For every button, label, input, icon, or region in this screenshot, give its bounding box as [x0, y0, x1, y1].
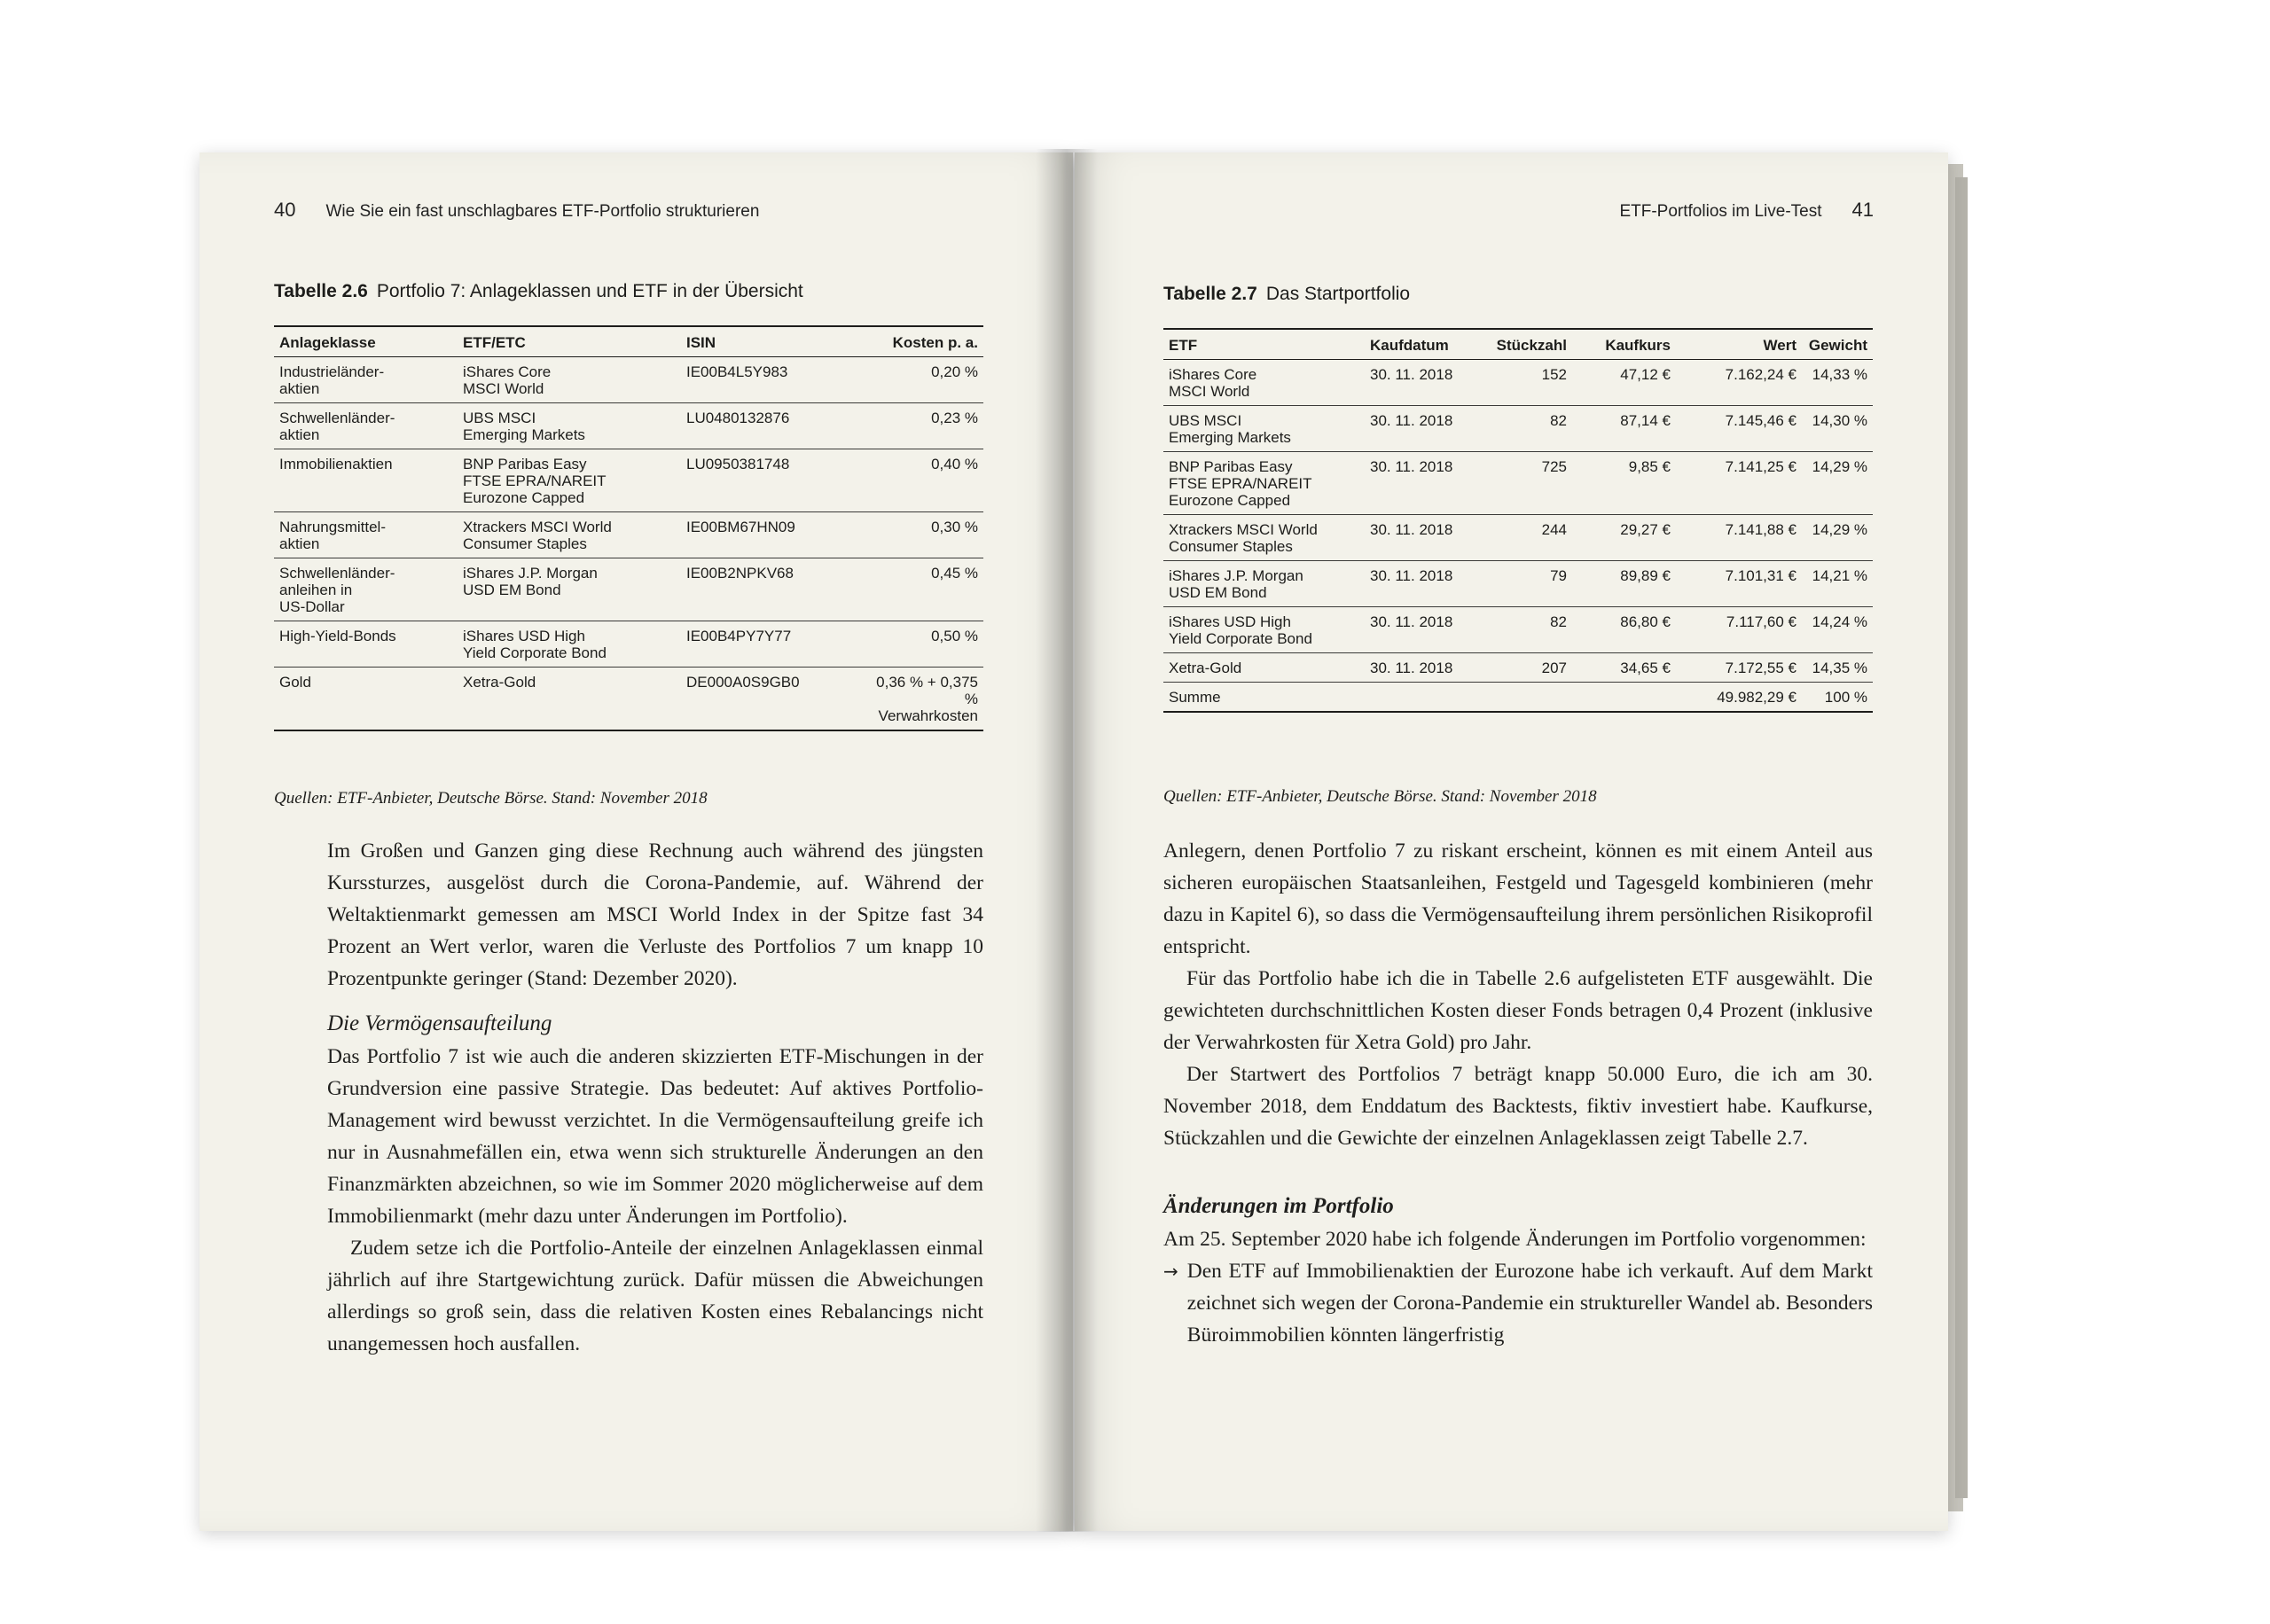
cell-summe-wert: 49.982,29 €	[1676, 683, 1802, 713]
left-paragraph-1: Im Großen und Ganzen ging diese Rechnung auch während des jüngsten Kurssturzes, ausgelöst durch die Corona-Pandemie, auf. Während der Weltaktienmarkt gemessen am MSCI World Index in der Spitze fast 34 Prozent an Wert verlor, waren die Verluste des Portfolios 7 um knapp 10 Prozentpunkte geringer (Stand: Dezember 2020).	[327, 839, 983, 990]
cell-isin: LU0480132876	[681, 403, 860, 449]
right-table-source: Quellen: ETF-Anbieter, Deutsche Börse. Stand: November 2018	[1163, 787, 1597, 806]
right-paragraph-3: Der Startwert des Portfolios 7 beträgt knapp 50.000 Euro, die ich am 30. November 2018, dem Enddatum des Backtests, fiktiv investiert habe. Kaufkurse, Stückzahlen und die Gewichte der einzelnen Anlageklassen zeigt Tabelle 2.7.	[1163, 1063, 1873, 1150]
table-2-6-label: Tabelle 2.6	[274, 281, 368, 301]
cell-wert: 7.141,25 €	[1676, 452, 1802, 515]
cell-empty	[1365, 683, 1477, 713]
cell-etf: iShares J.P. Morgan USD EM Bond	[1163, 561, 1365, 607]
right-page-number: 41	[1851, 199, 1874, 221]
heading-aenderungen: Änderungen im Portfolio	[1163, 1194, 1394, 1218]
cell-wert: 7.141,88 €	[1676, 515, 1802, 561]
cell-gewicht: 14,29 %	[1802, 515, 1873, 561]
cell-anlageklasse: Immobilienaktien	[274, 449, 458, 512]
table-row	[1163, 452, 1873, 515]
cell-etf: BNP Paribas Easy FTSE EPRA/NAREIT Eurozone Capped	[458, 449, 681, 512]
cell-isin: LU0950381748	[681, 449, 860, 512]
cell-anlageklasse: Gold	[274, 668, 458, 731]
cell-etf: iShares USD High Yield Corporate Bond	[1163, 607, 1365, 653]
right-paragraph-1: Anlegern, denen Portfolio 7 zu riskant erscheint, können es mit einem Anteil aus sicheren europäischen Staatsanleihen, Festgeld und Tagesgeld kombinieren (mehr dazu in Kapitel 6), so dass die Vermögensaufteilung ihrem persönlichen Risikoprofil entspricht.	[1163, 839, 1873, 958]
left-page-number: 40	[274, 199, 296, 221]
cell-gewicht: 14,24 %	[1802, 607, 1873, 653]
cell-isin: IE00B4PY7Y77	[681, 621, 860, 668]
cell-kaufdatum: 30. 11. 2018	[1365, 561, 1477, 607]
cell-anlageklasse: Schwellenländer- aktien	[274, 403, 458, 449]
cell-stueckzahl: 725	[1477, 452, 1572, 515]
cell-gewicht: 14,29 %	[1802, 452, 1873, 515]
cell-kosten: 0,30 %	[860, 512, 983, 558]
right-page	[1075, 152, 1948, 1531]
cell-etf: UBS MSCI Emerging Markets	[458, 403, 681, 449]
cell-wert: 7.101,31 €	[1676, 561, 1802, 607]
table-2-7-caption: Das Startportfolio	[1265, 284, 1411, 304]
cell-etf: Xtrackers MSCI World Consumer Staples	[458, 512, 681, 558]
book-spine-shadow	[1036, 149, 1098, 1532]
cell-anlageklasse: Schwellenländer- anleihen in US-Dollar	[274, 558, 458, 621]
cell-kaufkurs: 29,27 €	[1572, 515, 1676, 561]
cell-isin: IE00B2NPKV68	[681, 558, 860, 621]
cell-kaufdatum: 30. 11. 2018	[1365, 515, 1477, 561]
table-row	[1163, 360, 1873, 406]
table-row	[274, 621, 983, 668]
cell-gewicht: 14,21 %	[1802, 561, 1873, 607]
cell-stueckzahl: 79	[1477, 561, 1572, 607]
cell-kaufdatum: 30. 11. 2018	[1365, 607, 1477, 653]
table-2-7-label: Tabelle 2.7	[1163, 284, 1257, 304]
cell-isin: DE000A0S9GB0	[681, 668, 860, 731]
cell-wert: 7.162,24 €	[1676, 360, 1802, 406]
cell-wert: 7.117,60 €	[1676, 607, 1802, 653]
cell-kaufdatum: 30. 11. 2018	[1365, 360, 1477, 406]
cell-kosten: 0,45 %	[860, 558, 983, 621]
cell-etf: iShares USD High Yield Corporate Bond	[458, 621, 681, 668]
cell-stueckzahl: 82	[1477, 607, 1572, 653]
table-row	[274, 357, 983, 403]
table-row	[274, 512, 983, 558]
bullet-item	[1163, 1255, 1873, 1351]
left-running-head	[274, 199, 759, 222]
cell-kosten: 0,36 % + 0,375 % Verwahrkosten	[860, 668, 983, 731]
cell-kosten: 0,23 %	[860, 403, 983, 449]
cell-etf: UBS MSCI Emerging Markets	[1163, 406, 1365, 452]
arrow-icon: →	[1163, 1261, 1178, 1282]
page-stack-right-2	[1955, 177, 1968, 1498]
cell-etf: BNP Paribas Easy FTSE EPRA/NAREIT Eurozone Capped	[1163, 452, 1365, 515]
table-row	[1163, 653, 1873, 683]
cell-etf: Xtrackers MSCI World Consumer Staples	[1163, 515, 1365, 561]
table-row	[274, 449, 983, 512]
heading-vermoegensaufteilung: Die Vermögensaufteilung	[327, 1011, 552, 1035]
cell-kaufdatum: 30. 11. 2018	[1365, 452, 1477, 515]
cell-empty	[1477, 683, 1572, 713]
table-2-7	[1163, 328, 1873, 713]
left-running-head-title: Wie Sie ein fast unschlagbares ETF-Portfolio strukturieren	[325, 202, 760, 221]
cell-anlageklasse: High-Yield-Bonds	[274, 621, 458, 668]
right-running-head	[1619, 199, 1874, 222]
cell-isin: IE00B4L5Y983	[681, 357, 860, 403]
th-etf: ETF/ETC	[458, 326, 681, 357]
cell-etf: Xetra-Gold	[1163, 653, 1365, 683]
table-2-6-title	[274, 281, 803, 302]
cell-kosten: 0,50 %	[860, 621, 983, 668]
bullet-text: Den ETF auf Immobilienaktien der Eurozone habe ich verkauft. Auf dem Markt zeichnet sich wegen der Corona-Pandemie ein struktureller Wandel ab. Besonders Büroimmobilien könnten längerfristig	[1186, 1260, 1873, 1347]
left-body-text	[327, 835, 983, 1360]
table-row	[1163, 607, 1873, 653]
cell-kaufdatum: 30. 11. 2018	[1365, 406, 1477, 452]
cell-stueckzahl: 82	[1477, 406, 1572, 452]
th-isin: ISIN	[681, 326, 860, 357]
table-2-6	[274, 325, 983, 731]
right-running-head-title: ETF-Portfolios im Live-Test	[1619, 202, 1822, 221]
right-paragraph-2: Für das Portfolio habe ich die in Tabelle 2.6 aufgelisteten ETF ausgewählt. Die gewichteten durchschnittlichen Kosten dieser Fonds betragen 0,4 Prozent (inklusive der Verwahrkosten für Xetra Gold) pro Jahr.	[1163, 967, 1873, 1054]
cell-etf: Xetra-Gold	[458, 668, 681, 731]
cell-etf: iShares Core MSCI World	[1163, 360, 1365, 406]
cell-kaufkurs: 89,89 €	[1572, 561, 1676, 607]
cell-wert: 7.172,55 €	[1676, 653, 1802, 683]
th-kosten: Kosten p. a.	[860, 326, 983, 357]
table-row	[274, 403, 983, 449]
th-kaufdatum: Kaufdatum	[1365, 329, 1477, 360]
cell-etf: iShares J.P. Morgan USD EM Bond	[458, 558, 681, 621]
table-2-6-caption: Portfolio 7: Anlageklassen und ETF in der Übersicht	[376, 281, 803, 301]
th-gewicht: Gewicht	[1802, 329, 1873, 360]
cell-kosten: 0,40 %	[860, 449, 983, 512]
cell-gewicht: 14,33 %	[1802, 360, 1873, 406]
cell-wert: 7.145,46 €	[1676, 406, 1802, 452]
left-paragraph-2: Das Portfolio 7 ist wie auch die anderen skizzierten ETF-Mischungen in der Grundversion eine passive Strategie. Das bedeutet: Auf aktives Portfolio-Management wird bewusst verzichtet. In die Vermögensaufteilung greife ich nur in Ausnahmefällen ein, etwa wenn sich strukturelle Änderungen an den Finanzmärkten abzeichnen, so wie im Sommer 2020 möglicherweise auf dem Immobilienmarkt (mehr dazu unter Änderungen im Portfolio).	[327, 1045, 983, 1228]
cell-stueckzahl: 207	[1477, 653, 1572, 683]
table-row	[1163, 406, 1873, 452]
table-2-7-title	[1163, 284, 1410, 305]
table-row	[274, 558, 983, 621]
cell-isin: IE00BM67HN09	[681, 512, 860, 558]
left-table-source: Quellen: ETF-Anbieter, Deutsche Börse. Stand: November 2018	[274, 789, 708, 808]
th-kaufkurs: Kaufkurs	[1572, 329, 1676, 360]
cell-anlageklasse: Nahrungsmittel- aktien	[274, 512, 458, 558]
th-etf-name: ETF	[1163, 329, 1365, 360]
table-header-row	[274, 326, 983, 357]
table-header-row	[1163, 329, 1873, 360]
table-row	[1163, 561, 1873, 607]
cell-kaufkurs: 9,85 €	[1572, 452, 1676, 515]
th-stueckzahl: Stückzahl	[1477, 329, 1572, 360]
right-paragraph-4: Am 25. September 2020 habe ich folgende Änderungen im Portfolio vorgenommen:	[1163, 1228, 1867, 1251]
cell-etf: iShares Core MSCI World	[458, 357, 681, 403]
left-paragraph-3: Zudem setze ich die Portfolio-Anteile der einzelnen Anlageklassen einmal jährlich auf ihre Startgewichtung zurück. Dafür müssen die Abweichungen allerdings so groß sein, dass die relativen Kosten eines Rebalancings nicht unangemessen hoch ausfallen.	[327, 1237, 983, 1355]
cell-anlageklasse: Industrieländer- aktien	[274, 357, 458, 403]
table-row	[274, 668, 983, 731]
cell-stueckzahl: 244	[1477, 515, 1572, 561]
th-wert: Wert	[1676, 329, 1802, 360]
cell-kaufkurs: 34,65 €	[1572, 653, 1676, 683]
left-page	[200, 152, 1073, 1531]
cell-kaufkurs: 87,14 €	[1572, 406, 1676, 452]
table-row	[1163, 515, 1873, 561]
cell-kaufdatum: 30. 11. 2018	[1365, 653, 1477, 683]
cell-summe-label: Summe	[1163, 683, 1365, 713]
cell-stueckzahl: 152	[1477, 360, 1572, 406]
table-sum-row	[1163, 683, 1873, 713]
cell-kosten: 0,20 %	[860, 357, 983, 403]
right-body-text	[1163, 835, 1873, 1351]
cell-summe-gewicht: 100 %	[1802, 683, 1873, 713]
cell-kaufkurs: 47,12 €	[1572, 360, 1676, 406]
th-anlageklasse: Anlageklasse	[274, 326, 458, 357]
cell-empty	[1572, 683, 1676, 713]
cell-gewicht: 14,35 %	[1802, 653, 1873, 683]
cell-gewicht: 14,30 %	[1802, 406, 1873, 452]
cell-kaufkurs: 86,80 €	[1572, 607, 1676, 653]
